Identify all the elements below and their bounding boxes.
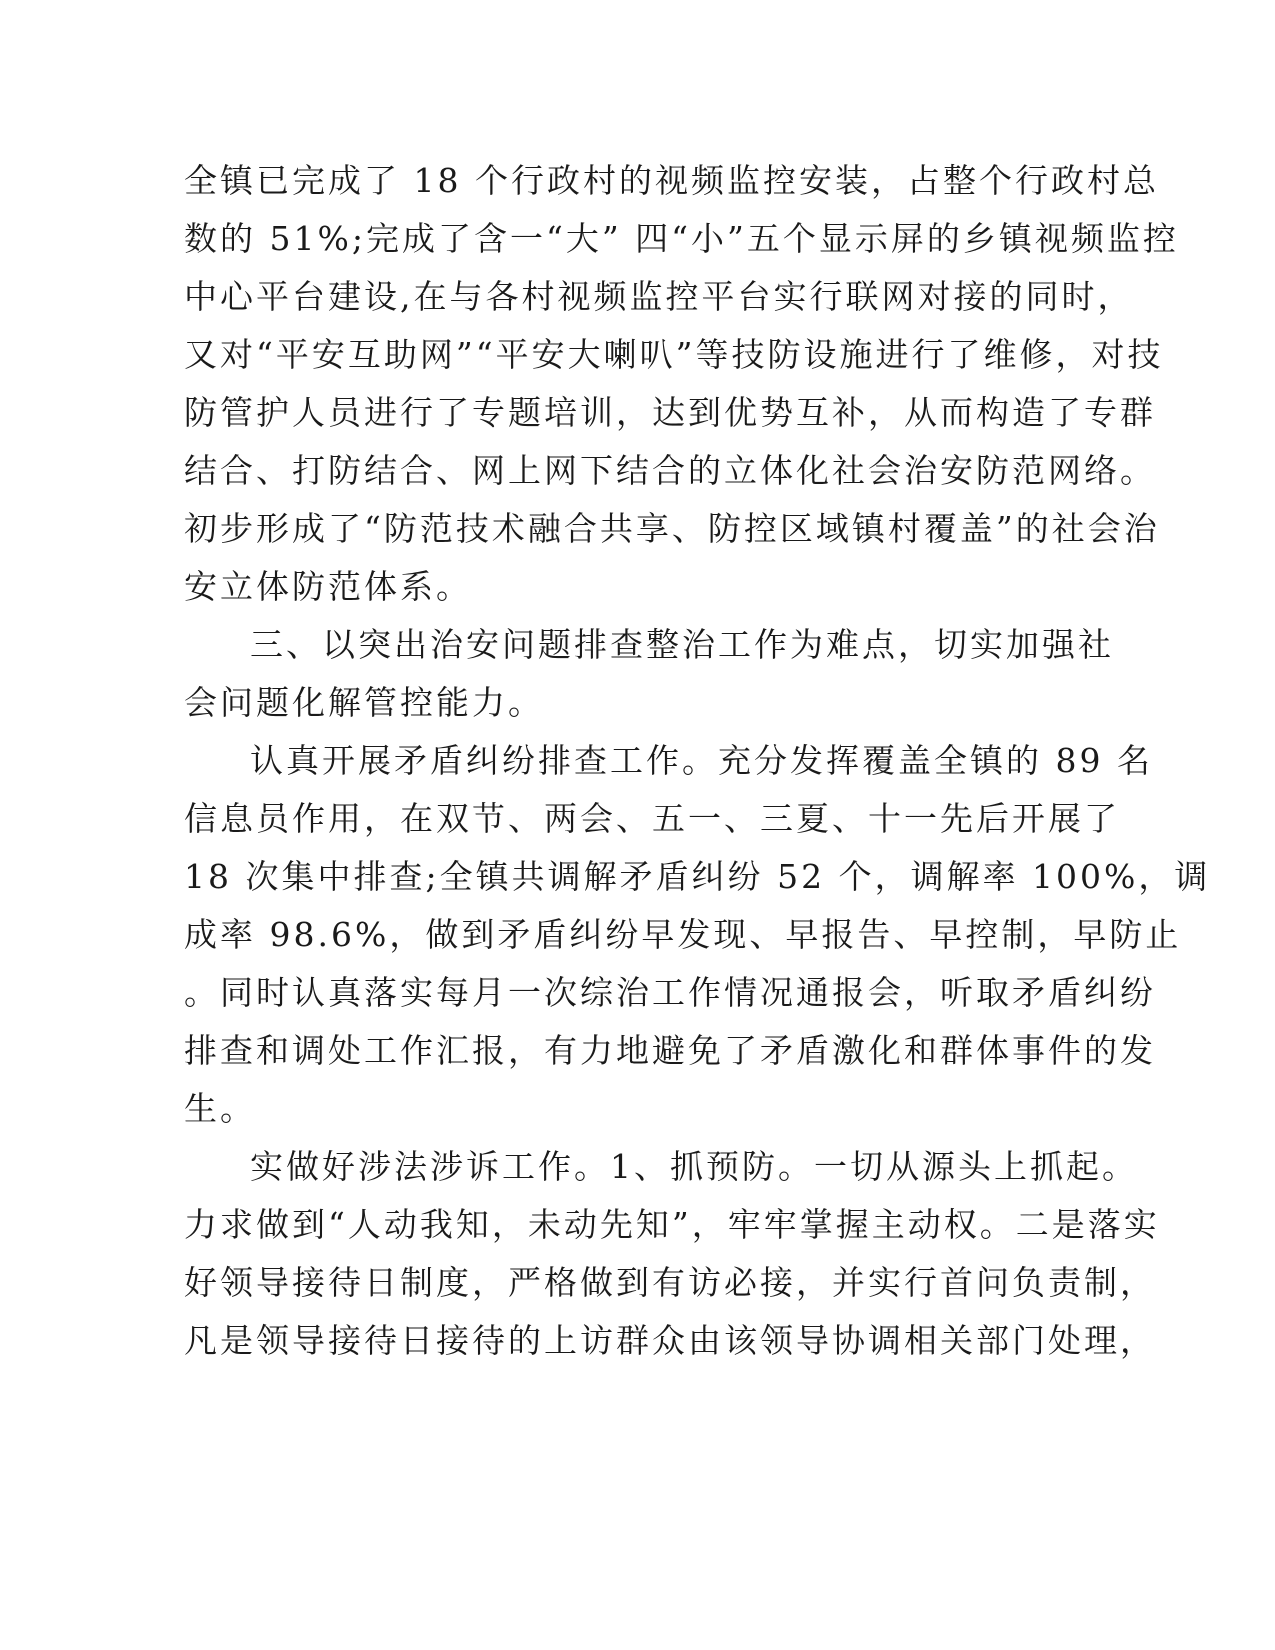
text-line: 又对“平安互助网”“平安大喇叭”等技防设施进行了维修，对技: [184, 335, 1164, 374]
text-line: 好领导接待日制度，严格做到有访必接，并实行首问负责制，: [184, 1263, 1156, 1302]
text-line: 认真开展矛盾纠纷排查工作。充分发挥覆盖全镇的 89 名: [250, 741, 1153, 780]
text-line: 信息员作用，在双节、两会、五一、三夏、十一先后开展了: [184, 799, 1120, 838]
text-line: 。同时认真落实每月一次综治工作情况通报会，听取矛盾纠纷: [184, 973, 1156, 1012]
text-line: 成率 98.6%，做到矛盾纠纷早发现、早报告、早控制，早防止: [184, 915, 1182, 954]
section-heading-line: 会问题化解管控能力。: [184, 683, 544, 722]
text-line: 初步形成了“防范技术融合共享、防控区域镇村覆盖”的社会治: [184, 509, 1160, 548]
text-line: 力求做到“人动我知，未动先知”，牢牢掌握主动权。二是落实: [184, 1205, 1160, 1244]
text-line: 结合、打防结合、网上网下结合的立体化社会治安防范网络。: [184, 451, 1156, 490]
text-line: 排查和调处工作汇报，有力地避免了矛盾激化和群体事件的发: [184, 1031, 1156, 1070]
text-line: 中心平台建设,在与各村视频监控平台实行联网对接的同时，: [184, 277, 1134, 316]
text-line: 安立体防范体系。: [184, 567, 472, 606]
text-line: 实做好涉法涉诉工作。1、抓预防。一切从源头上抓起。: [250, 1147, 1138, 1186]
document-body: [184, 152, 1211, 1370]
text-line: 全镇已完成了 18 个行政村的视频监控安装，占整个行政村总: [184, 161, 1159, 200]
section-heading-line: 三、以突出治安问题排查整治工作为难点，切实加强社: [250, 625, 1114, 664]
text-line: 数的 51%;完成了含一“大” 四“小”五个显示屏的乡镇视频监控: [184, 219, 1179, 258]
text-line: 18 次集中排查;全镇共调解矛盾纠纷 52 个，调解率 100%，调: [184, 857, 1211, 896]
text-line: 生。: [184, 1089, 256, 1128]
text-line: 防管护人员进行了专题培训，达到优势互补，从而构造了专群: [184, 393, 1156, 432]
text-line: 凡是领导接待日接待的上访群众由该领导协调相关部门处理，: [184, 1321, 1156, 1360]
